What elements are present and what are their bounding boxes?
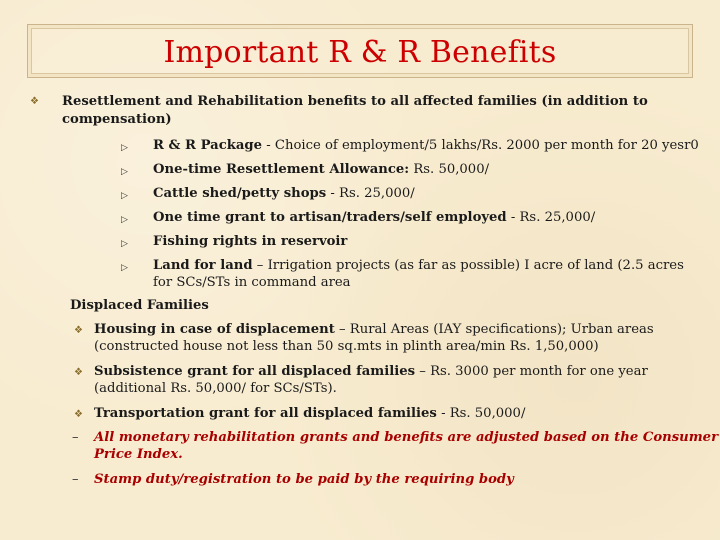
sub-item-value: - Rs. 25,000/	[506, 210, 596, 225]
arrow-bullet-icon: ▷	[121, 143, 128, 153]
arrow-bullet-icon: ▷	[121, 191, 128, 201]
sub-item-value: – Irrigation projects (as far as possible) I acre of land (2.5 acres	[252, 258, 684, 273]
intro-line-1: Resettlement and Rehabilitation benefits to all affected families (in addition to	[62, 94, 648, 109]
displaced-families-heading: Displaced Families	[70, 298, 209, 313]
sub-item-label: One-time Resettlement Allowance:	[153, 162, 410, 177]
sub-item-land-for-land-cont: for SCs/STs in command area	[153, 275, 351, 290]
displaced-item-value: – Rural Areas (IAY specifications); Urban areas	[334, 322, 654, 337]
sub-item-value: - Rs. 25,000/	[326, 186, 415, 201]
arrow-bullet-icon: ▷	[121, 263, 128, 273]
arrow-bullet-icon: ▷	[121, 215, 128, 225]
title-frame	[27, 24, 693, 78]
diamond-bullet-icon: ❖	[74, 409, 83, 420]
diamond-bullet-icon: ❖	[30, 96, 39, 107]
dash-bullet-icon: –	[72, 430, 79, 445]
intro-line-2: compensation)	[62, 112, 172, 127]
sub-item-resettlement-allowance	[153, 161, 489, 178]
sub-item-value: Rs. 50,000/	[409, 162, 490, 177]
displaced-item-transportation	[94, 405, 525, 422]
displaced-item-value: - Rs. 50,000/	[436, 406, 526, 421]
displaced-item-subsistence	[94, 363, 648, 380]
displaced-item-subsistence-cont: (additional Rs. 50,000/ for SCs/STs).	[94, 381, 337, 396]
sub-item-value: - Choice of employment/5 lakhs/Rs. 2000 per month for 20 yesr0	[262, 138, 699, 153]
sub-item-cattle-shed	[153, 185, 415, 202]
diamond-bullet-icon: ❖	[74, 367, 83, 378]
sub-item-label: Cattle shed/petty shops	[153, 186, 327, 201]
displaced-item-label: Transportation grant for all displaced families	[94, 406, 437, 421]
displaced-item-label: Subsistence grant for all displaced families	[94, 364, 416, 379]
displaced-item-housing	[94, 321, 654, 338]
arrow-bullet-icon: ▷	[121, 167, 128, 177]
sub-item-label: R & R Package	[153, 138, 263, 153]
sub-item-rr-package	[153, 137, 699, 154]
dash-bullet-icon: –	[72, 472, 79, 487]
sub-item-label: Land for land	[153, 258, 253, 273]
note-stamp-duty: Stamp duty/registration to be paid by the requiring body	[94, 472, 514, 487]
note-cpi-adjustment: All monetary rehabilitation grants and benefits are adjusted based on the Consumer	[94, 430, 719, 445]
arrow-bullet-icon: ▷	[121, 239, 128, 249]
sub-item-land-for-land	[153, 257, 684, 274]
note-cpi-adjustment-cont: Price Index.	[94, 447, 183, 462]
sub-item-fishing-rights	[153, 233, 347, 250]
sub-item-label: One time grant to artisan/traders/self employed	[153, 210, 507, 225]
diamond-bullet-icon: ❖	[74, 325, 83, 336]
displaced-item-value: – Rs. 3000 per month for one year	[415, 364, 648, 379]
slide-title: Important R & R Benefits	[163, 35, 557, 70]
displaced-item-housing-cont: (constructed house not less than 50 sq.mts in plinth area/min Rs. 1,50,000)	[94, 339, 599, 354]
displaced-item-label: Housing in case of displacement	[94, 322, 335, 337]
sub-item-label: Fishing rights in reservoir	[153, 234, 348, 249]
sub-item-artisan-grant	[153, 209, 595, 226]
